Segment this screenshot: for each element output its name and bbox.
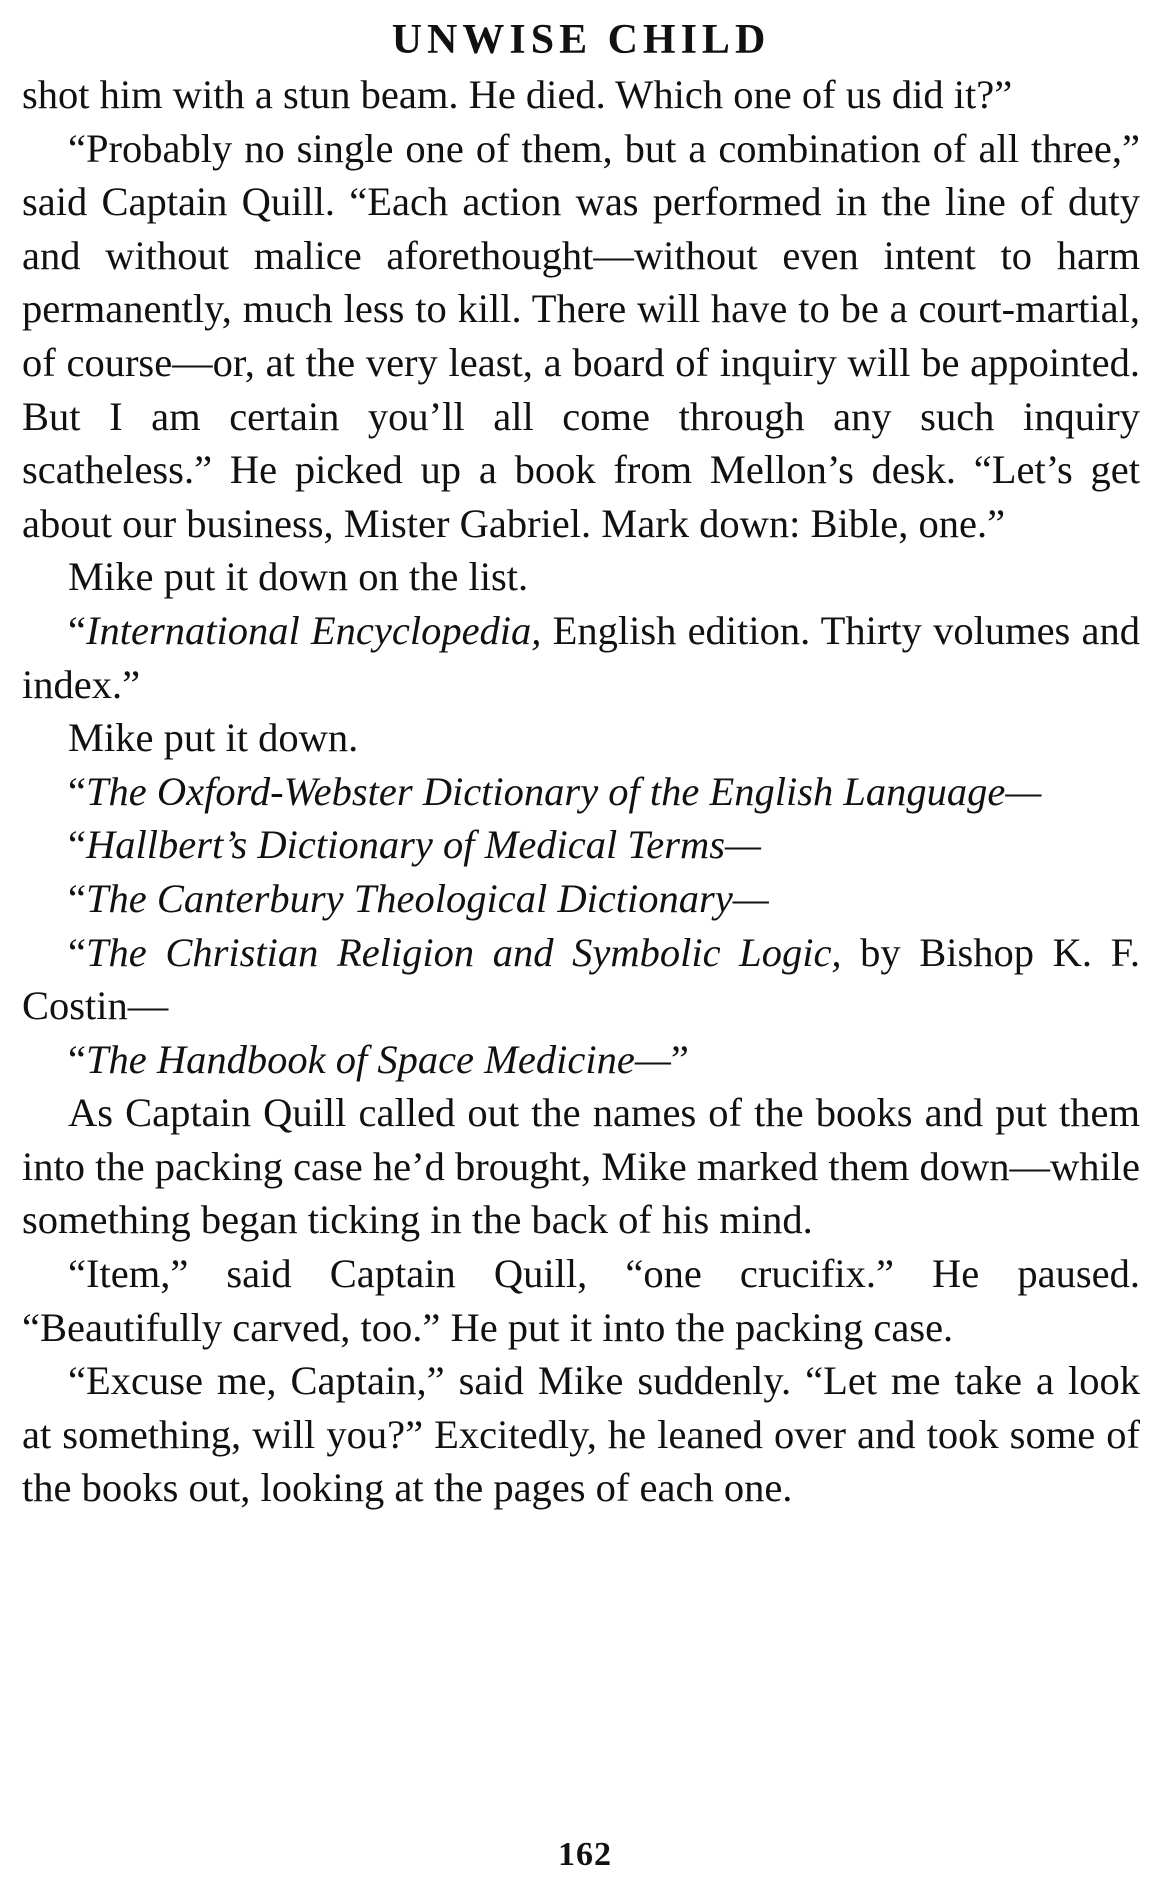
open-quote: “ — [68, 875, 86, 921]
book-title-entry — [22, 604, 1140, 711]
book-title-entry — [22, 926, 1140, 1033]
page-number: 162 — [558, 1836, 612, 1873]
book-title-entry — [22, 818, 1140, 872]
open-quote: “ — [68, 607, 86, 653]
paragraph: Mike put it down on the list. — [68, 554, 529, 600]
book-title: The Canterbury Theological Dictionary— — [85, 875, 769, 921]
running-head: UNWISE CHILD — [391, 17, 771, 63]
open-quote: “ — [68, 768, 86, 814]
paragraph: As Captain Quill called out the names of the books and put them into the packing case he’d brought, Mike marked them down—while something began ticking in the back of his mind. — [22, 1090, 1140, 1243]
book-title-entry — [22, 872, 1140, 926]
paragraph: “Excuse me, Captain,” said Mike suddenly. “Let me take a look at something, will you?” Excitedly, he leaned over and took some of the books out, looking at the pages of each one. — [22, 1358, 1140, 1511]
open-quote: “ — [68, 822, 86, 868]
book-title-entry — [22, 765, 1140, 819]
paragraph: Mike put it down. — [68, 715, 359, 761]
open-quote: “ — [68, 929, 86, 975]
paragraph: “Probably no single one of them, but a combination of all three,” said Captain Quill. “Each action was performed in the line of duty and without malice aforethought—without even intent to harm permanently, much less to kill. There will have to be a court-martial, of course—or, at the very least, a board of inquiry will be appointed. But I am certain you’ll all come through any such inquiry scatheless.” He picked up a book from Mellon’s desk. “Let’s get about our business, Mister Gabriel. Mark down: Bible, one.” — [22, 125, 1140, 546]
body-text — [22, 68, 1140, 1515]
book-title: The Christian Religion and Symbolic Logic, — [85, 929, 842, 975]
book-title-entry — [22, 1033, 1140, 1087]
book-page — [22, 14, 1140, 1515]
paragraph: “Item,” said Captain Quill, “one crucifix.” He paused. “Beautifully carved, too.” He put it into the packing case. — [22, 1251, 1140, 1350]
paragraph-continued: shot him with a stun beam. He died. Which one of us did it?” — [22, 72, 1013, 117]
entry-rest: English edition. Thirty volumes and index.” — [22, 607, 1140, 707]
book-title: International Encyclopedia, — [85, 607, 542, 653]
close-quote: ” — [670, 1036, 689, 1082]
book-title: The Oxford-Webster Dictionary of the English Language— — [85, 768, 1042, 814]
entry-rest: by Bishop K. F. Costin— — [22, 929, 1140, 1029]
book-title: The Handbook of Space Medicine— — [85, 1036, 671, 1082]
open-quote: “ — [68, 1036, 86, 1082]
book-title: Hallbert’s Dictionary of Medical Terms— — [85, 822, 761, 868]
